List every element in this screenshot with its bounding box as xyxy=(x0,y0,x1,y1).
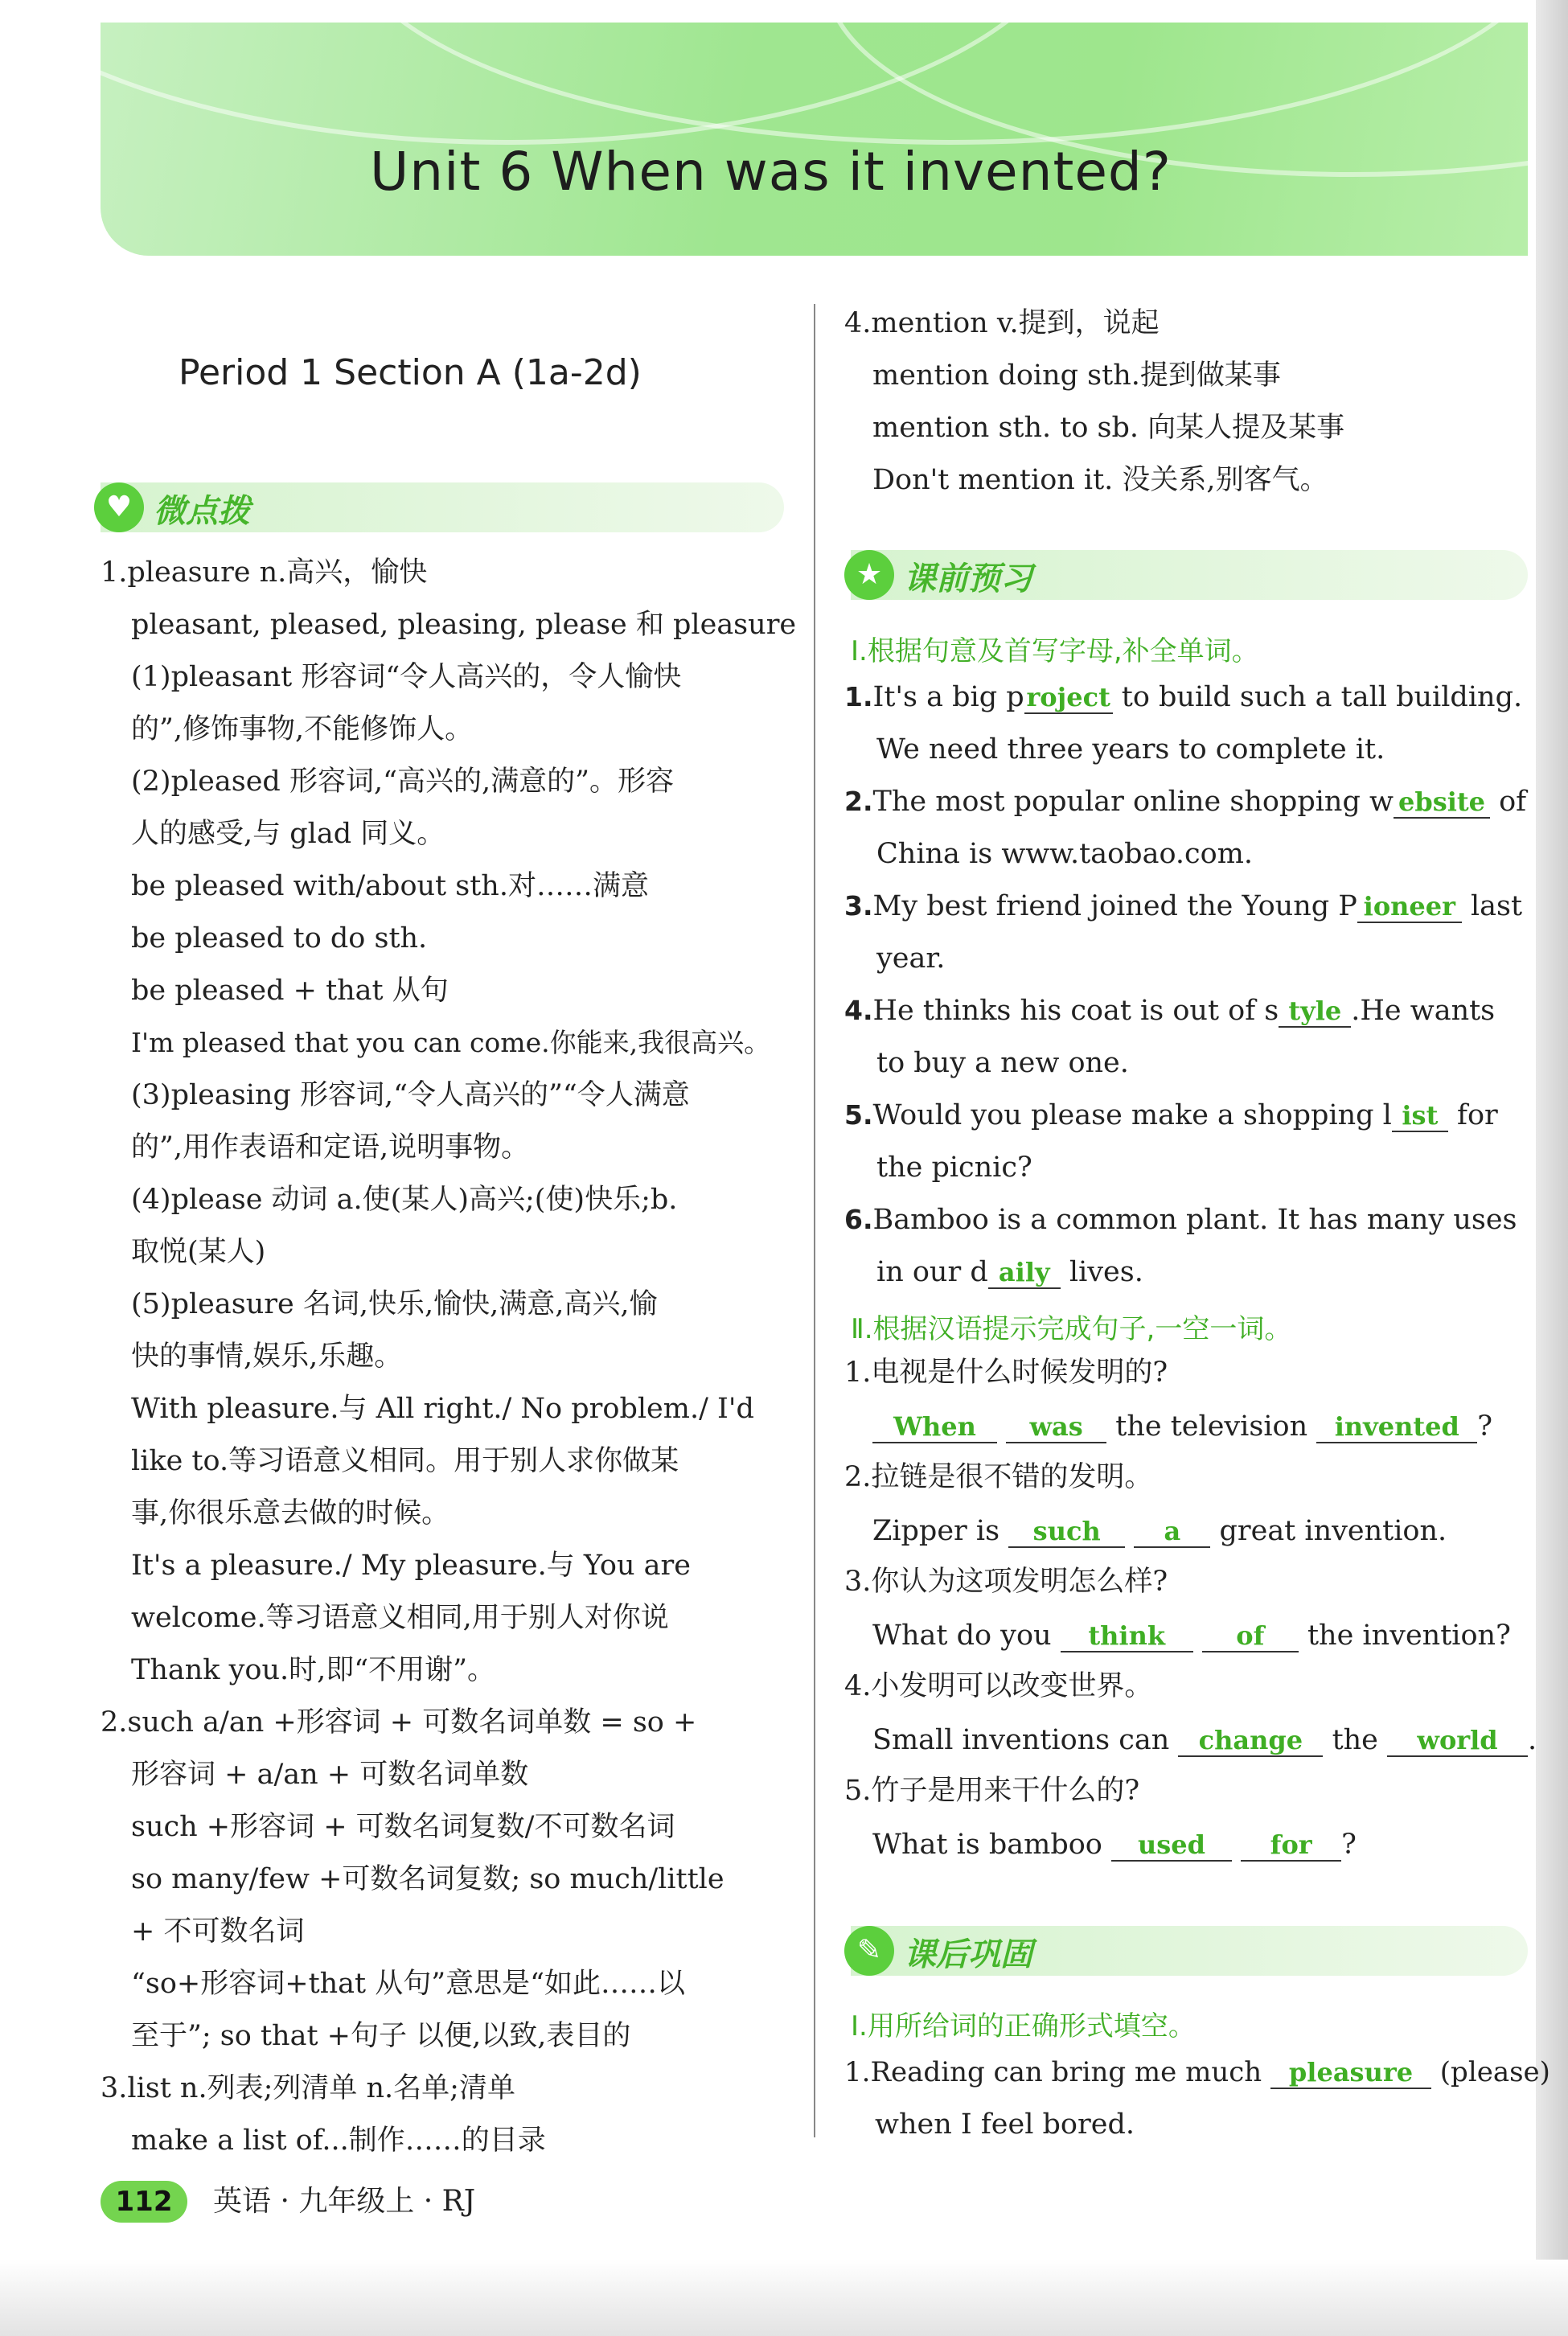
exercise-item: 4.He thinks his coat is out of s tyle .He wants xyxy=(844,995,1496,1027)
exercise-line: We need three years to complete it. xyxy=(876,733,1385,766)
section-preview-label: 课前预习 xyxy=(904,560,1032,597)
exercise-item: 1.Reading can bring me much pleasure (please) xyxy=(844,2056,1550,2088)
note-line: (4)please 动词 a.使(某人)高兴;(使)快乐;b. xyxy=(131,1184,678,1216)
exercise-line: China is www.taobao.com. xyxy=(876,838,1254,870)
section-micro-label: 微点拨 xyxy=(154,493,250,530)
answer: for xyxy=(1270,1829,1312,1860)
note-line: mention doing sth.提到做某事 xyxy=(872,359,1281,392)
note-line: (3)pleasing 形容词,“令人高兴的”“令人满意 xyxy=(131,1079,690,1111)
note-line: 的”,用作表语和定语,说明事物。 xyxy=(131,1131,530,1164)
page-bottom-edge xyxy=(0,2260,1568,2336)
note-line: I'm pleased that you can come.你能来,我很高兴。 xyxy=(131,1027,771,1058)
note-line: Thank you.时,即“不用谢”。 xyxy=(131,1654,496,1686)
note-line: such +形容词 + 可数名词复数/不可数名词 xyxy=(131,1811,675,1843)
part2-title: Ⅱ.根据汉语提示完成句子,一空一词。 xyxy=(851,1313,1292,1345)
note-line: 2.such a/an +形容词 + 可数名词单数 = so + xyxy=(101,1706,697,1739)
note-line: It's a pleasure./ My pleasure.与 You are xyxy=(131,1550,691,1582)
note-line: be pleased with/about sth.对……满意 xyxy=(131,870,649,902)
exercise-item: 5.Would you please make a shopping l ist for xyxy=(844,1099,1498,1131)
answer: think xyxy=(1088,1620,1166,1651)
answer: invented xyxy=(1334,1411,1459,1442)
period-title: Period 1 Section A (1a-2d) xyxy=(179,352,642,393)
section-preview-header xyxy=(851,550,1528,600)
note-line: 快的事情,娱乐,乐趣。 xyxy=(131,1340,403,1373)
section-consolidate-label: 课后巩固 xyxy=(904,1936,1032,1973)
unit-title: Unit 6 When was it invented? xyxy=(370,141,1172,203)
note-line: 4.mention v.提到，说起 xyxy=(844,307,1160,339)
column-divider xyxy=(814,304,815,2137)
note-line: 3.list n.列表;列清单 n.名单;清单 xyxy=(101,2072,515,2104)
note-line: “so+形容词+that 从句”意思是“如此……以 xyxy=(131,1968,686,2000)
answer-line: Small inventions can change the world . xyxy=(872,1724,1537,1756)
answer: aily xyxy=(998,1257,1050,1287)
section-micro-header xyxy=(101,482,784,532)
title-banner xyxy=(101,23,1528,256)
answer: ioneer xyxy=(1363,891,1455,922)
section-consolidate-header xyxy=(851,1926,1528,1976)
answer: was xyxy=(1029,1411,1083,1442)
answer: ebsite xyxy=(1398,786,1485,817)
answer: roject xyxy=(1026,682,1110,712)
note-line: pleasant, pleased, pleasing, please 和 pleasure xyxy=(131,609,797,641)
part1-title: Ⅰ.根据句意及首写字母,补全单词。 xyxy=(851,635,1259,667)
note-line: like to.等习语意义相同。用于别人求你做某 xyxy=(131,1445,679,1477)
answer: used xyxy=(1138,1829,1206,1860)
note-line: Don't mention it. 没关系,别客气。 xyxy=(872,464,1328,496)
answer-line: What do you think of the invention? xyxy=(872,1620,1511,1652)
answer-line: Zipper is such a great invention. xyxy=(872,1515,1447,1547)
exercise-line: when I feel bored. xyxy=(875,2108,1135,2141)
answer: change xyxy=(1198,1725,1303,1755)
question-line: 2.拉链是很不错的发明。 xyxy=(844,1461,1153,1493)
question-line: 1.电视是什么时候发明的? xyxy=(844,1357,1168,1389)
note-line: + 不可数名词 xyxy=(131,1915,305,1948)
note-line: 形容词 + a/an + 可数名词单数 xyxy=(131,1759,529,1791)
exercise-item: 3.My best friend joined the Young P ioneer last xyxy=(844,890,1523,922)
answer: When xyxy=(893,1411,976,1442)
answer: a xyxy=(1164,1516,1181,1546)
answer-line: When was the television invented ? xyxy=(872,1409,1492,1444)
exercise-line: to buy a new one. xyxy=(876,1047,1129,1079)
answer: pleasure xyxy=(1288,2057,1414,2088)
note-line: mention sth. to sb. 向某人提及某事 xyxy=(872,412,1345,444)
note-line: be pleased to do sth. xyxy=(131,922,428,955)
pencil-icon: ✎ xyxy=(844,1926,894,1976)
exercise-item: 6.Bamboo is a common plant. It has many uses xyxy=(844,1204,1517,1236)
question-line: 3.你认为这项发明怎么样? xyxy=(844,1566,1168,1598)
answer-line: What is bamboo used for ? xyxy=(872,1829,1357,1861)
answer: world xyxy=(1417,1725,1498,1755)
note-line: so many/few +可数名词复数; so much/little xyxy=(131,1863,724,1895)
star-icon: ★ xyxy=(844,550,894,600)
page-edge xyxy=(1536,0,1568,2336)
note-line: welcome.等习语意义相同,用于别人对你说 xyxy=(131,1602,669,1634)
page-number: 112 xyxy=(101,2181,187,2223)
note-line: make a list of...制作……的目录 xyxy=(131,2125,546,2157)
note-line: (5)pleasure 名词,快乐,愉快,满意,高兴,愉 xyxy=(131,1288,658,1320)
exercise-item: 2.The most popular online shopping w ebsite of xyxy=(844,786,1527,818)
part3-title: Ⅰ.用所给词的正确形式填空。 xyxy=(851,2010,1196,2042)
question-line: 4.小发明可以改变世界。 xyxy=(844,1670,1153,1702)
exercise-line: the picnic? xyxy=(876,1152,1032,1184)
note-line: 人的感受,与 glad 同义。 xyxy=(131,818,445,850)
answer: such xyxy=(1032,1516,1101,1546)
note-line: be pleased + that 从句 xyxy=(131,975,449,1007)
heart-icon: ♥ xyxy=(94,482,144,532)
note-line: (2)pleased 形容词,“高兴的,满意的”。形容 xyxy=(131,766,674,798)
exercise-line: year. xyxy=(876,942,946,975)
answer: tyle xyxy=(1288,996,1342,1026)
exercise-item: 1.It's a big project to build such a tall building. xyxy=(844,681,1523,713)
note-line: 至于”; so that +句子 以便,以致,表目的 xyxy=(131,2020,631,2052)
answer: ist xyxy=(1402,1100,1439,1131)
answer: of xyxy=(1236,1620,1265,1651)
footer-text: 英语 · 九年级上 · RJ xyxy=(213,2185,476,2218)
question-line: 5.竹子是用来干什么的? xyxy=(844,1775,1140,1807)
note-1-title: 1.pleasure n.高兴，愉快 xyxy=(101,556,428,589)
note-line: 事,你很乐意去做的时候。 xyxy=(131,1497,450,1529)
note-line: (1)pleasant 形容词“令人高兴的，令人愉快 xyxy=(131,661,682,693)
note-line: 的”,修饰事物,不能修饰人。 xyxy=(131,713,474,745)
note-line: With pleasure.与 All right./ No problem./ I'd xyxy=(131,1393,754,1425)
exercise-line: in our d aily lives. xyxy=(876,1256,1143,1288)
note-line: 取悦(某人) xyxy=(131,1236,266,1268)
